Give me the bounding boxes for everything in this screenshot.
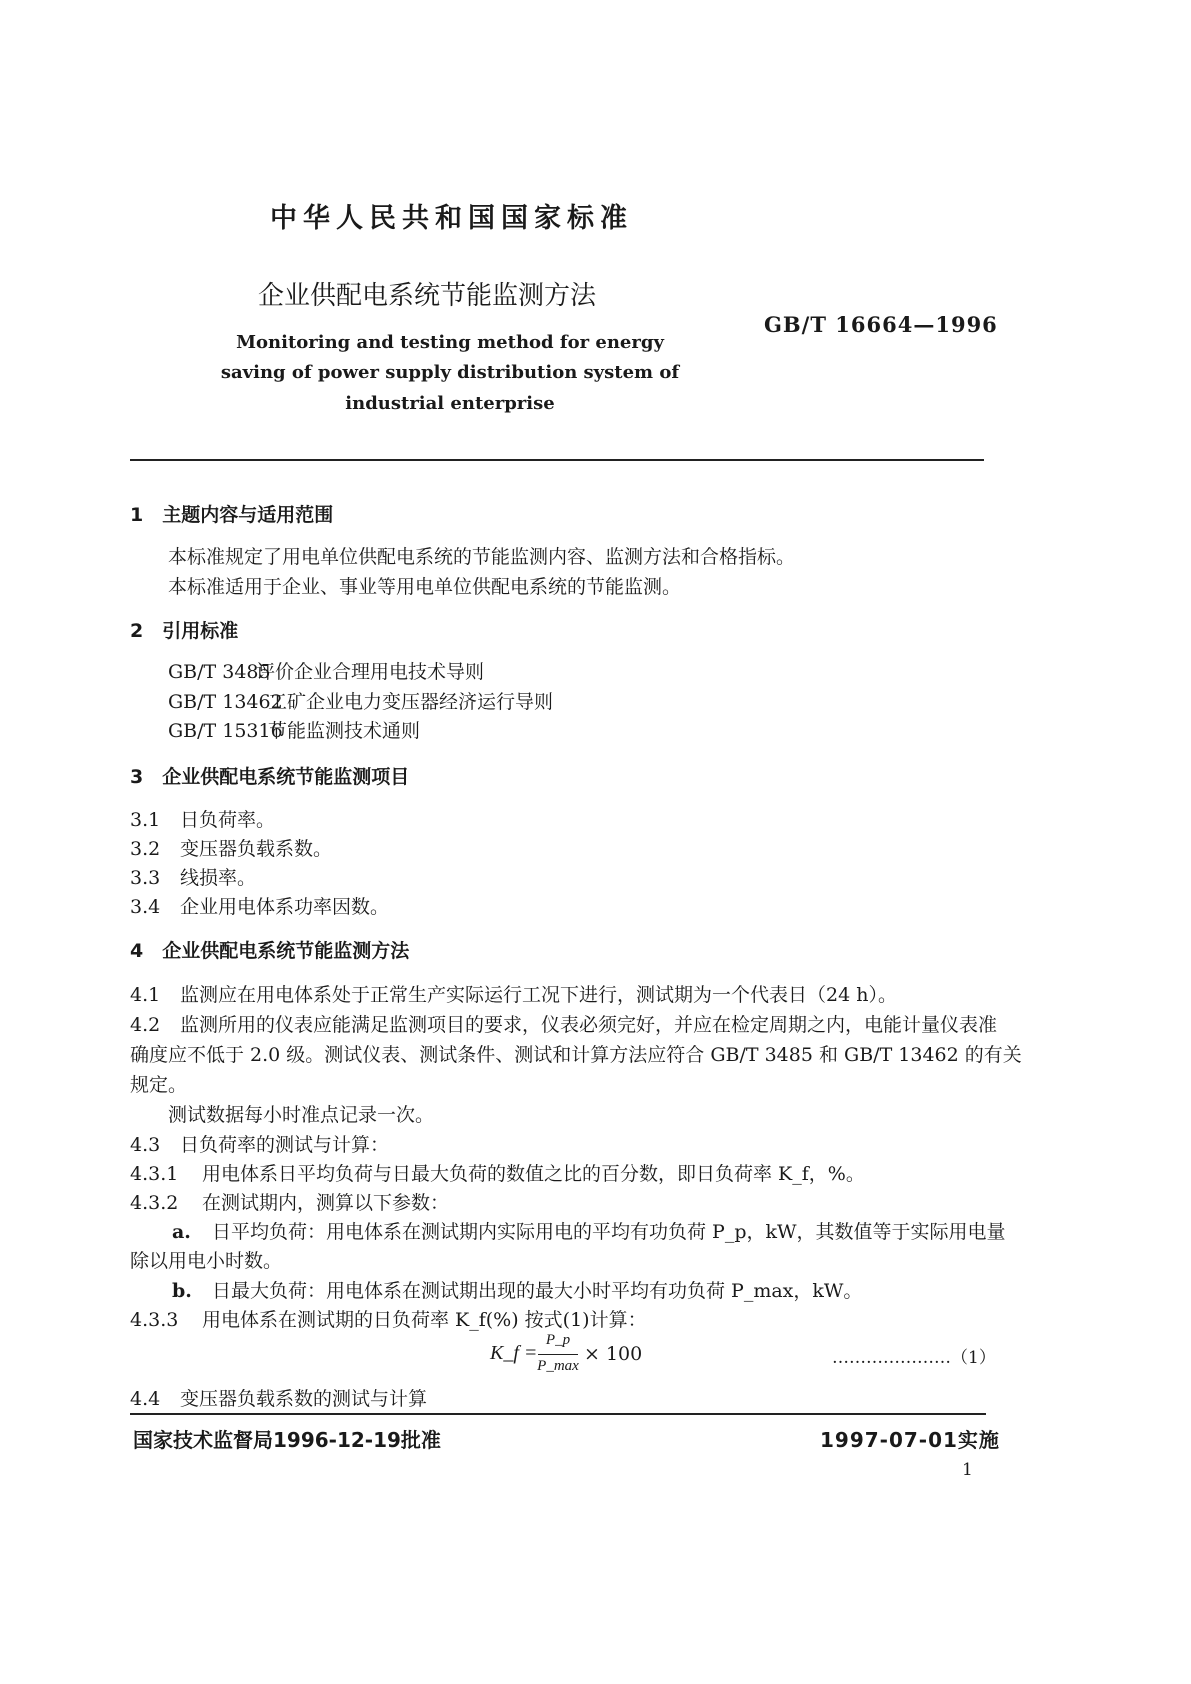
page-number: 1 — [962, 1460, 973, 1480]
clause-number: 4.1 — [130, 984, 161, 1006]
footer-rule — [130, 1413, 986, 1415]
clause-4-4 — [130, 1384, 427, 1411]
item-a-line-2: 除以用电小时数。 — [130, 1250, 283, 1272]
item-text: 日平均负荷：用电体系在测试期内实际用电的平均有功负荷 P_p，kW，其数值等于实际用电量 — [212, 1221, 1006, 1243]
fraction-bar — [538, 1354, 578, 1355]
item-text: 线损率。 — [180, 867, 257, 889]
item-number: 3.3 — [130, 867, 161, 889]
clause-text: 日负荷率的测试与计算： — [180, 1134, 390, 1156]
reference-code: GB/T 15316 — [168, 720, 283, 742]
standard-org: 中华人民共和国国家标准 — [270, 203, 633, 234]
implementation-date: 1997-07-01实施 — [820, 1428, 1000, 1452]
item-label: a. — [172, 1221, 191, 1243]
clause-number: 4.3.1 — [130, 1163, 179, 1185]
formula-numerator: P_p — [545, 1332, 571, 1348]
clause-4-3 — [130, 1130, 389, 1157]
clause-number: 4.4 — [130, 1388, 161, 1410]
clause-4-2-line-2: 确度应不低于 2.0 级。测试仪表、测试条件、测试和计算方法应符合 GB/T 3485 和 GB/T 13462 的有关 — [130, 1044, 1022, 1066]
clause-4-3-2 — [130, 1188, 449, 1215]
item-number: 3.1 — [130, 809, 161, 831]
list-item — [130, 805, 275, 832]
clause-4-1 — [130, 980, 897, 1007]
clause-number: 4.3.3 — [130, 1309, 179, 1331]
reference-item — [168, 657, 484, 684]
clause-4-3-1 — [130, 1159, 865, 1186]
clause-text: 用电体系日平均负荷与日最大负荷的数值之比的百分数，即日负荷率 K_f，%。 — [202, 1163, 865, 1185]
reference-title: 工矿企业电力变压器经济运行导则 — [268, 691, 554, 713]
item-number: 3.2 — [130, 838, 161, 860]
item-a — [172, 1217, 1006, 1244]
list-item — [130, 892, 389, 919]
approval-info: 国家技术监督局1996-12-19批准 — [133, 1428, 441, 1452]
header-rule — [130, 459, 984, 461]
item-text: 企业用电体系功率因数。 — [180, 896, 390, 918]
clause-4-2-line-4: 测试数据每小时准点记录一次。 — [168, 1104, 435, 1126]
formula-lhs: K_f = — [490, 1342, 538, 1364]
section-1-heading: 1 主题内容与适用范围 — [130, 504, 334, 526]
clause-text: 在测试期内，测算以下参数： — [202, 1192, 450, 1214]
formula-denominator: P_max — [537, 1358, 579, 1374]
clause-text: 监测所用的仪表应能满足监测项目的要求，仪表必须完好，并应在检定周期之内，电能计量仪表准 — [180, 1014, 998, 1036]
list-item — [130, 834, 332, 861]
clause-4-2-line-3: 规定。 — [130, 1074, 188, 1096]
reference-code: GB/T 13462 — [168, 691, 283, 713]
section-4-heading: 4 企业供配电系统节能监测方法 — [130, 940, 410, 962]
item-text: 日最大负荷：用电体系在测试期出现的最大小时平均有功负荷 P_max，kW。 — [212, 1280, 863, 1302]
document-title: 企业供配电系统节能监测方法 — [258, 281, 597, 311]
item-text: 日负荷率。 — [180, 809, 276, 831]
list-item — [130, 863, 256, 890]
clause-text: 监测应在用电体系处于正常生产实际运行工况下进行，测试期为一个代表日（24 h）。 — [180, 984, 897, 1006]
english-title-line-3: industrial enterprise — [345, 393, 555, 414]
reference-code: GB/T 3485 — [168, 661, 271, 683]
clause-text: 变压器负载系数的测试与计算 — [180, 1388, 428, 1410]
english-title-line-2: saving of power supply distribution system of — [220, 362, 680, 383]
clause-text: 用电体系在测试期的日负荷率 K_f(%) 按式(1)计算： — [202, 1309, 647, 1331]
standard-code: GB/T 16664—1996 — [764, 312, 998, 337]
english-title-line-1: Monitoring and testing method for energy — [236, 332, 664, 353]
reference-item — [168, 716, 420, 743]
clause-number: 4.3 — [130, 1134, 161, 1156]
clause-number: 4.3.2 — [130, 1192, 179, 1214]
item-text: 变压器负载系数。 — [180, 838, 333, 860]
item-label: b. — [172, 1280, 192, 1302]
reference-title: 节能监测技术通则 — [268, 720, 421, 742]
clause-number: 4.2 — [130, 1014, 161, 1036]
section-3-heading: 3 企业供配电系统节能监测项目 — [130, 766, 410, 788]
clause-4-2 — [130, 1010, 997, 1037]
section-2-heading: 2 引用标准 — [130, 620, 239, 642]
item-b — [172, 1276, 862, 1303]
clause-4-3-3 — [130, 1305, 647, 1332]
reference-item — [168, 687, 553, 714]
formula-tail: × 100 — [584, 1343, 643, 1365]
item-number: 3.4 — [130, 896, 161, 918]
section-1-para-2: 本标准适用于企业、事业等用电单位供配电系统的节能监测。 — [168, 576, 682, 598]
reference-title: 评价企业合理用电技术导则 — [256, 661, 485, 683]
section-1-para-1: 本标准规定了用电单位供配电系统的节能监测内容、监测方法和合格指标。 — [168, 546, 796, 568]
formula-number: …………………（1） — [832, 1348, 996, 1368]
